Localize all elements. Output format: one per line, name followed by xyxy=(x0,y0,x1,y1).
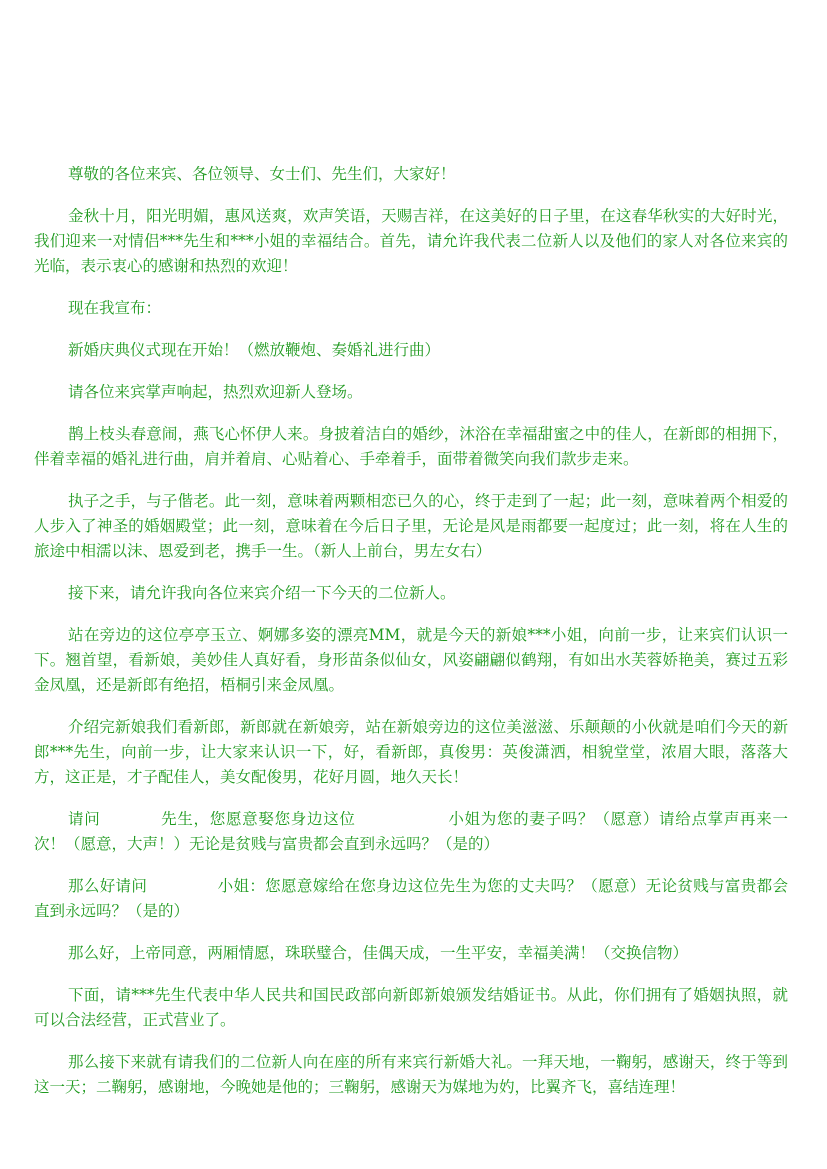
paragraph-opening: 金秋十月，阳光明媚，惠风送爽，欢声笑语，天赐吉祥，在这美好的日子里，在这春华秋实的大好时光，我们迎来一对情侣***先生和***小姐的幸福结合。首先，请允许我代表二位新人以及他们的家人对各位来宾的光临，表示衷心的感谢和热烈的欢迎！ xyxy=(34,207,788,275)
paragraph-introduction: 接下来，请允许我向各位来宾介绍一下今天的二位新人。 xyxy=(68,584,456,602)
document-body xyxy=(34,162,788,1117)
paragraph-groom: 介绍完新娘我们看新郎，新郎就在新娘旁，站在新娘旁边的这位美滋滋、乐颠颠的小伙就是咱们今天的新郎***先生，向前一步，让大家来认识一下，好，看新郎，真俊男：英俊潇洒，相貌堂堂，浓眉大眼，落落大方，这正是，才子配佳人，美女配俊男，花好月圆，地久天长！ xyxy=(34,718,788,786)
paragraph-exchange: 那么好，上帝同意，两厢情愿，珠联璧合，佳偶天成，一生平安，幸福美满！（交换信物） xyxy=(68,944,689,962)
paragraph-bride: 站在旁边的这位亭亭玉立、婀娜多姿的漂亮MM，就是今天的新娘***小姐，向前一步，让来宾们认识一下。翘首望，看新娘，美妙佳人真好看，身形苗条似仙女，风姿翩翩似鹤翔，有如出水芙蓉娇艳美，赛过五彩金凤凰，还是新郎有绝招，梧桐引来金凤凰。 xyxy=(34,626,788,694)
paragraph-question-bride xyxy=(34,874,788,924)
paragraph-ceremony-start: 新婚庆典仪式现在开始！（燃放鞭炮、奏婚礼进行曲） xyxy=(68,341,441,359)
question-groom-part3: 小姐为您的妻子吗？（愿意）请给点掌声再来一次！（愿意，大声！）无论是贫贱与富贵都会直到永远吗？（是的） xyxy=(34,810,788,853)
paragraph-welcome: 请各位来宾掌声响起，热烈欢迎新人登场。 xyxy=(68,383,363,401)
question-groom-part2: 先生，您愿意娶您身边这位 xyxy=(160,810,356,828)
paragraph-vow-moment: 执子之手，与子偕老。此一刻，意味着两颗相恋已久的心，终于走到了一起；此一刻，意味着两个相爱的人步入了神圣的婚姻殿堂；此一刻，意味着在今后日子里，无论是风是雨都要一起度过；此一刻，将在人生的旅途中相濡以沫、恩爱到老，携手一生。（新人上前台，男左女右） xyxy=(34,492,788,560)
paragraph-announce: 现在我宣布： xyxy=(68,299,162,317)
paragraph-question-groom xyxy=(34,807,788,857)
paragraph-certificate: 下面，请***先生代表中华人民共和国民政部向新郎新娘颁发结婚证书。从此，你们拥有了婚姻执照，就可以合法经营，正式营业了。 xyxy=(34,986,788,1029)
question-bride-part1: 那么好请问 xyxy=(68,877,148,895)
paragraph-bows: 那么接下来就有请我们的二位新人向在座的所有来宾行新婚大礼。一拜天地，一鞠躬，感谢天，终于等到这一天；二鞠躬，感谢地，今晚她是他的；三鞠躬，感谢天为媒地为妁，比翼齐飞，喜结连理！ xyxy=(34,1053,788,1096)
paragraph-entrance: 鹊上枝头春意闹，燕飞心怀伊人来。身披着洁白的婚纱，沐浴在幸福甜蜜之中的佳人，在新郎的相拥下，伴着幸福的婚礼进行曲，肩并着肩、心贴着心、手牵着手，面带着微笑向我们款步走来。 xyxy=(34,425,788,468)
question-groom-part1: 请问 xyxy=(68,810,101,828)
question-bride-part2: 小姐：您愿意嫁给在您身边这位先生为您的丈夫吗？（愿意）无论贫贱与富贵都会直到永远吗？（是的） xyxy=(34,877,788,920)
paragraph-greeting: 尊敬的各位来宾、各位领导、女士们、先生们，大家好！ xyxy=(68,165,456,183)
